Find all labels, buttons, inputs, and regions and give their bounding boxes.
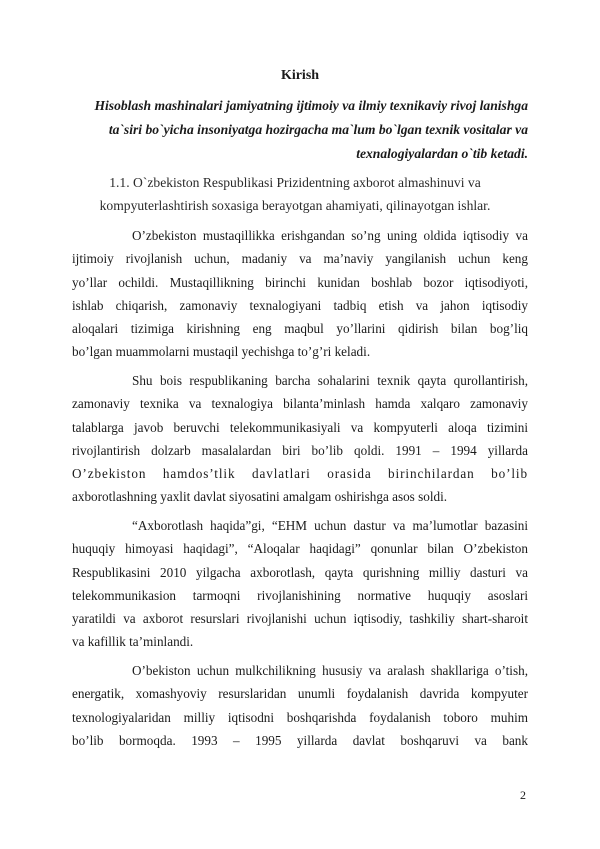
paragraph-3 xyxy=(72,514,528,654)
page-number: 2 xyxy=(520,788,526,802)
text-line: talablarga javob beruvchi telekommunikasiyali va kompyuterli aloqa tizimini xyxy=(72,419,528,435)
paragraph-2 xyxy=(72,369,528,509)
text-line: Shu bois respublikaning barcha sohalarini texnik qayta qurollantirish, xyxy=(132,373,528,388)
section-title-line: kompyuterlashtirish soxasiga berayotgan ahamiyati, qilinayotgan ishlar. xyxy=(99,198,491,213)
subtitle-line: Hisoblash mashinalari jamiyatning ijtimoiy va ilmiy texnikaviy rivoj lanishga xyxy=(94,98,528,113)
text-line: ijtimoiy rivojlanish uchun, madaniy va ma’naviy yangilanish uchun keng xyxy=(72,251,528,267)
section-title xyxy=(60,171,530,217)
subtitle-line: texnalogiyalardan o`tib ketadi. xyxy=(356,146,528,161)
text-line: zamonaviy texnika va texnalogiya bilanta’minlash hamda xalqaro zamonaviy xyxy=(72,396,528,412)
subtitle-line: ta`siri bo`yicha insoniyatga hozirgacha ma`lum bo`lgan texnik vositalar va xyxy=(108,122,528,137)
paragraph-4 xyxy=(72,659,528,752)
page-heading: Kirish xyxy=(280,68,320,83)
text-line: texnologiyalaridan milliy iqtisodni boshqarishda foydalanish toboro muhim xyxy=(72,709,528,725)
text-line: aloqalari tizimiga kirishning eng maqbul yo’llarini qidirish bilan bog’liq xyxy=(72,321,528,337)
text-line: axborotlashning yaxlit davlat siyosatini amalgam oshirishga asos soldi. xyxy=(72,489,448,505)
text-line: va kafillik ta’minlandi. xyxy=(72,634,194,650)
text-line: O’bekiston uchun mulkchilikning hususiy va aralash shakllariga o’tish, xyxy=(132,663,528,678)
subtitle xyxy=(60,94,528,166)
text-line: Respublikasini 2010 yilgacha axborotlash, qayta qurishning milliy dasturi va xyxy=(72,564,528,580)
text-line: ishlab chiqarish, zamonaviy texnalogiyani tadbiq etish va jahon iqtisodiy xyxy=(72,297,528,313)
text-line: yo’llar ochildi. Mustaqillikning birinchi kunidan boshlab bozor iqtisodiyoti, xyxy=(72,274,528,290)
text-line: energatik, xomashyoviy resurslaridan unumli foydalanish davrida kompyuter xyxy=(72,686,528,702)
paragraph-1 xyxy=(72,224,528,364)
text-line: bo’lgan muammolarni mustaqil yechishga to’g’ri keladi. xyxy=(72,344,371,360)
text-line: telekommunikasion tarmoqni rivojlanishining normative huquqiy asoslari xyxy=(72,587,528,603)
section-title-line: 1.1. O`zbekiston Respublikasi Prizidentning axborot almashinuvi va xyxy=(109,175,481,190)
text-line: “Axborotlash haqida”gi, “EHM uchun dastur va ma’lumotlar bazasini xyxy=(132,518,528,533)
text-line: O’zbekiston mustaqillikka erishgandan so’ng uning oldida iqtisodiy va xyxy=(132,228,528,243)
text-line: bo’lib bormoqda. 1993 – 1995 yillarda davlat boshqaruvi va bank xyxy=(72,732,528,748)
text-line: huquqiy himoyasi haqidagi”, “Aloqalar haqidagi” qonunlar bilan O’zbekiston xyxy=(72,541,528,557)
text-line: rivojlantirish dolzarb masalalardan biri bo’lib qoldi. 1991 – 1994 yillarda xyxy=(72,442,528,458)
text-line: yaratildi va axborot resurslari rivojlanishi uchun iqtisodiy, tashkiliy shart-sharoit xyxy=(72,611,528,627)
text-line: O’zbekiston hamdos’tlik davlatlari orasida birinchilardan bo’lib xyxy=(72,466,528,482)
